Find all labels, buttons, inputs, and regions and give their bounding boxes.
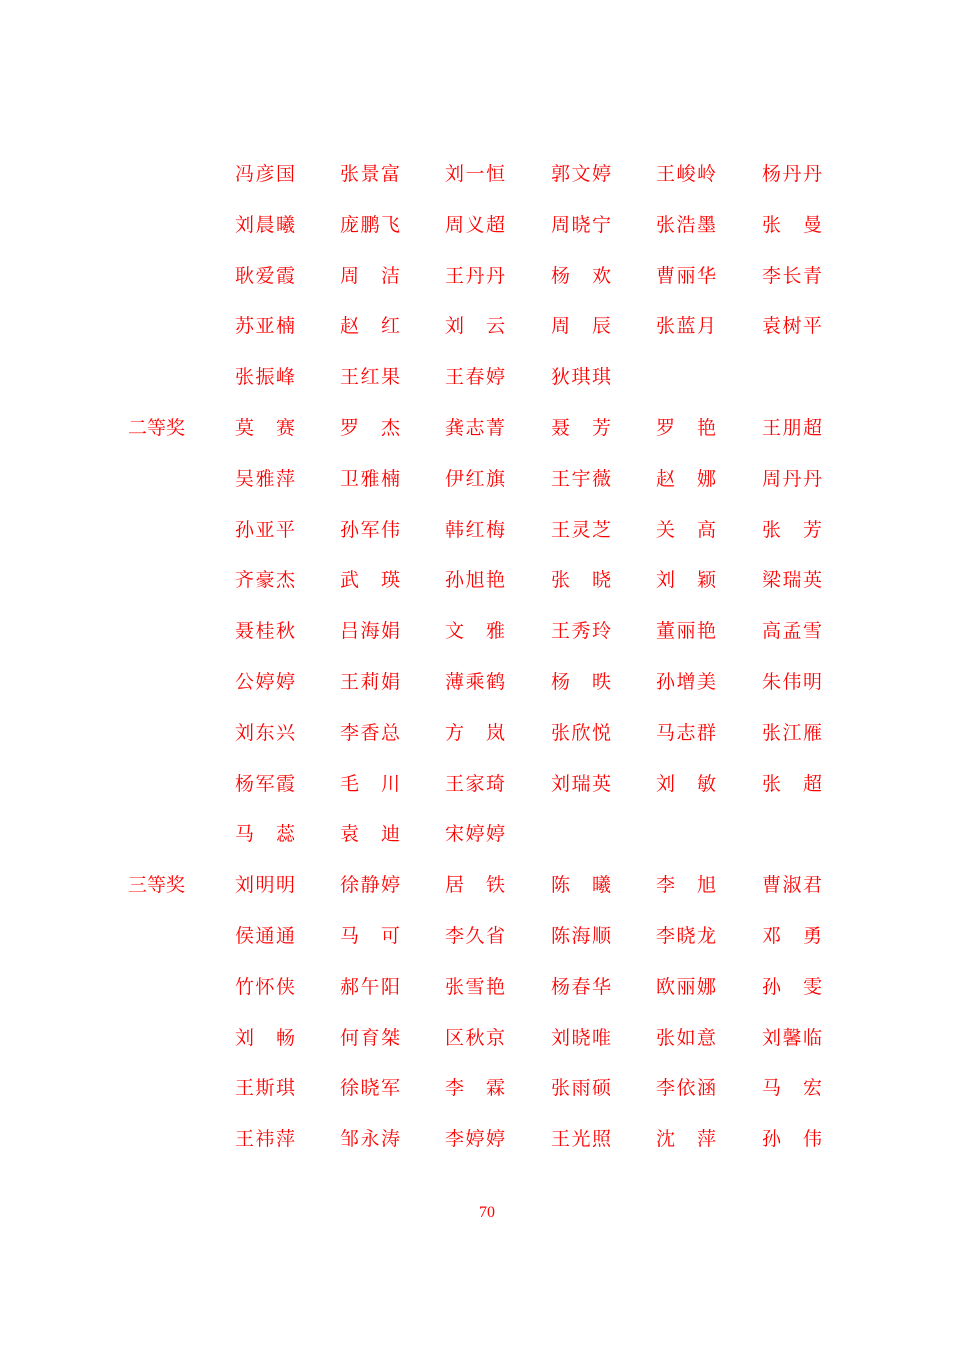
winner-name: 冯彦国 [235, 163, 295, 185]
winner-name: 王丹丹 [445, 264, 505, 287]
winner-name: 邓 勇 [762, 925, 822, 947]
winner-name: 徐晓军 [340, 1077, 400, 1100]
winner-name: 王红果 [340, 366, 400, 389]
winner-name: 陈 曦 [551, 874, 611, 897]
name-row [0, 301, 960, 352]
winner-name: 区秋京 [445, 1026, 505, 1049]
name-row [0, 200, 960, 251]
winner-name: 杨 昳 [551, 671, 611, 693]
winner-name: 刘 颖 [656, 569, 716, 592]
winner-name: 苏亚楠 [235, 315, 295, 338]
winner-name: 徐静婷 [340, 874, 400, 897]
name-row [0, 759, 960, 810]
winner-name: 毛 川 [340, 772, 400, 795]
winner-name: 李婷婷 [445, 1128, 505, 1151]
winner-name: 刘一恒 [445, 163, 505, 185]
winner-name: 王春婷 [445, 366, 505, 389]
winner-name: 刘馨临 [762, 1026, 822, 1049]
winner-name: 周丹丹 [762, 467, 822, 490]
winner-name: 马 蕊 [235, 823, 295, 846]
winner-name: 袁 迪 [340, 823, 400, 846]
winner-name: 刘东兴 [235, 721, 295, 744]
winner-name: 王斯琪 [235, 1077, 295, 1100]
winner-name: 薄乘鹤 [445, 671, 505, 693]
winner-name: 侯通通 [235, 925, 295, 947]
winner-name: 欧丽娜 [656, 975, 716, 998]
winner-name: 王家琦 [445, 772, 505, 795]
name-row [0, 1114, 960, 1165]
winner-name: 文 雅 [445, 620, 505, 643]
winner-name: 罗 杰 [340, 417, 400, 439]
name-row [0, 555, 960, 606]
name-row [0, 251, 960, 302]
name-row [0, 1063, 960, 1114]
winner-name: 齐豪杰 [235, 569, 295, 592]
winner-name: 张欣悦 [551, 721, 611, 744]
winner-name: 吴雅萍 [235, 467, 295, 490]
name-row [0, 149, 960, 200]
winner-name: 王灵芝 [551, 518, 611, 541]
name-row [0, 352, 960, 403]
winner-name: 张浩墨 [656, 213, 716, 236]
winner-name: 武 瑛 [340, 569, 400, 592]
winner-name: 邹永涛 [340, 1128, 400, 1151]
winner-name: 王光照 [551, 1128, 611, 1151]
winner-name: 郝午阳 [340, 975, 400, 998]
winner-name: 张 芳 [762, 518, 822, 541]
winner-name: 曹丽华 [656, 264, 716, 287]
winner-name: 何育桀 [340, 1026, 400, 1049]
award-level-label: 二等奖 [128, 417, 186, 439]
winner-name: 刘 敏 [656, 772, 716, 795]
winner-name: 王宇薇 [551, 467, 611, 490]
award-level-label: 三等奖 [128, 874, 186, 897]
winner-name: 李长青 [762, 264, 822, 287]
winner-name: 袁树平 [762, 315, 822, 338]
winner-name: 莫 赛 [235, 417, 295, 439]
winner-name: 公婷婷 [235, 671, 295, 693]
page-number: 70 [479, 1204, 495, 1221]
winner-name: 朱伟明 [762, 671, 822, 693]
winner-name: 狄琪琪 [551, 366, 611, 389]
winner-name: 刘明明 [235, 874, 295, 897]
name-row [0, 962, 960, 1013]
winner-name: 刘 云 [445, 315, 505, 338]
winner-name: 张雨硕 [551, 1077, 611, 1100]
name-row [0, 911, 960, 962]
winner-name: 孙增美 [656, 671, 716, 693]
winner-name: 陈海顺 [551, 925, 611, 947]
winner-name: 李依涵 [656, 1077, 716, 1100]
winner-name: 梁瑞英 [762, 569, 822, 592]
name-row [0, 708, 960, 759]
name-row [0, 505, 960, 556]
winner-name: 刘晓唯 [551, 1026, 611, 1049]
winner-name: 居 铁 [445, 874, 505, 897]
winner-name: 庞鹏飞 [340, 213, 400, 236]
winner-name: 赵 娜 [656, 467, 716, 490]
winner-name: 郭文婷 [551, 163, 611, 185]
winner-name: 方 岚 [445, 721, 505, 744]
winner-name: 曹淑君 [762, 874, 822, 897]
winner-name: 高孟雪 [762, 620, 822, 643]
winner-name: 周 辰 [551, 315, 611, 338]
winner-name: 吕海娟 [340, 620, 400, 643]
winner-name: 周 洁 [340, 264, 400, 287]
winner-name: 刘 畅 [235, 1026, 295, 1049]
winner-name: 杨春华 [551, 975, 611, 998]
winner-name: 张蓝月 [656, 315, 716, 338]
winner-name: 卫雅楠 [340, 467, 400, 490]
winner-name: 王莉娟 [340, 671, 400, 693]
winner-name: 杨丹丹 [762, 163, 822, 185]
winner-name: 孙军伟 [340, 518, 400, 541]
winner-name: 李久省 [445, 925, 505, 947]
winner-name: 孙亚平 [235, 518, 295, 541]
winner-name: 杨军霞 [235, 772, 295, 795]
winner-name: 张 晓 [551, 569, 611, 592]
name-row [0, 860, 960, 911]
winner-name: 李 霖 [445, 1077, 505, 1100]
winner-name: 张 曼 [762, 213, 822, 236]
winner-name: 董丽艳 [656, 620, 716, 643]
name-row [0, 454, 960, 505]
winner-name: 赵 红 [340, 315, 400, 338]
winner-name: 张振峰 [235, 366, 295, 389]
winner-name: 耿爱霞 [235, 264, 295, 287]
name-row [0, 809, 960, 860]
winner-name: 聂桂秋 [235, 620, 295, 643]
winner-name: 张江雁 [762, 721, 822, 744]
winner-name: 周晓宁 [551, 213, 611, 236]
winner-name: 关 高 [656, 518, 716, 541]
winner-name: 张雪艳 [445, 975, 505, 998]
winner-name: 张景富 [340, 163, 400, 185]
winner-name: 竹怀侠 [235, 975, 295, 998]
winner-name: 王朋超 [762, 417, 822, 439]
winner-name: 刘晨曦 [235, 213, 295, 236]
winner-name: 罗 艳 [656, 417, 716, 439]
winner-name: 李 旭 [656, 874, 716, 897]
winner-name: 马志群 [656, 721, 716, 744]
winner-name: 王秀玲 [551, 620, 611, 643]
winner-name: 伊红旗 [445, 467, 505, 490]
winner-name: 马 可 [340, 925, 400, 947]
name-row [0, 657, 960, 708]
winner-name: 杨 欢 [551, 264, 611, 287]
winner-name: 马 宏 [762, 1077, 822, 1100]
name-row [0, 1013, 960, 1064]
winner-name: 李香总 [340, 721, 400, 744]
winner-name: 孙 伟 [762, 1128, 822, 1151]
winner-name: 周义超 [445, 213, 505, 236]
winner-name: 龚志菁 [445, 417, 505, 439]
winner-name: 宋婷婷 [445, 823, 505, 846]
winner-name: 孙 雯 [762, 975, 822, 998]
winner-name: 王祎萍 [235, 1128, 295, 1151]
winner-name: 李晓龙 [656, 925, 716, 947]
winner-name: 王峻岭 [656, 163, 716, 185]
winner-name: 韩红梅 [445, 518, 505, 541]
name-row [0, 606, 960, 657]
winner-name: 聂 芳 [551, 417, 611, 439]
winner-name: 沈 萍 [656, 1128, 716, 1151]
name-row [0, 403, 960, 454]
winner-name: 刘瑞英 [551, 772, 611, 795]
winner-name: 张如意 [656, 1026, 716, 1049]
winner-name: 张 超 [762, 772, 822, 795]
winner-name: 孙旭艳 [445, 569, 505, 592]
